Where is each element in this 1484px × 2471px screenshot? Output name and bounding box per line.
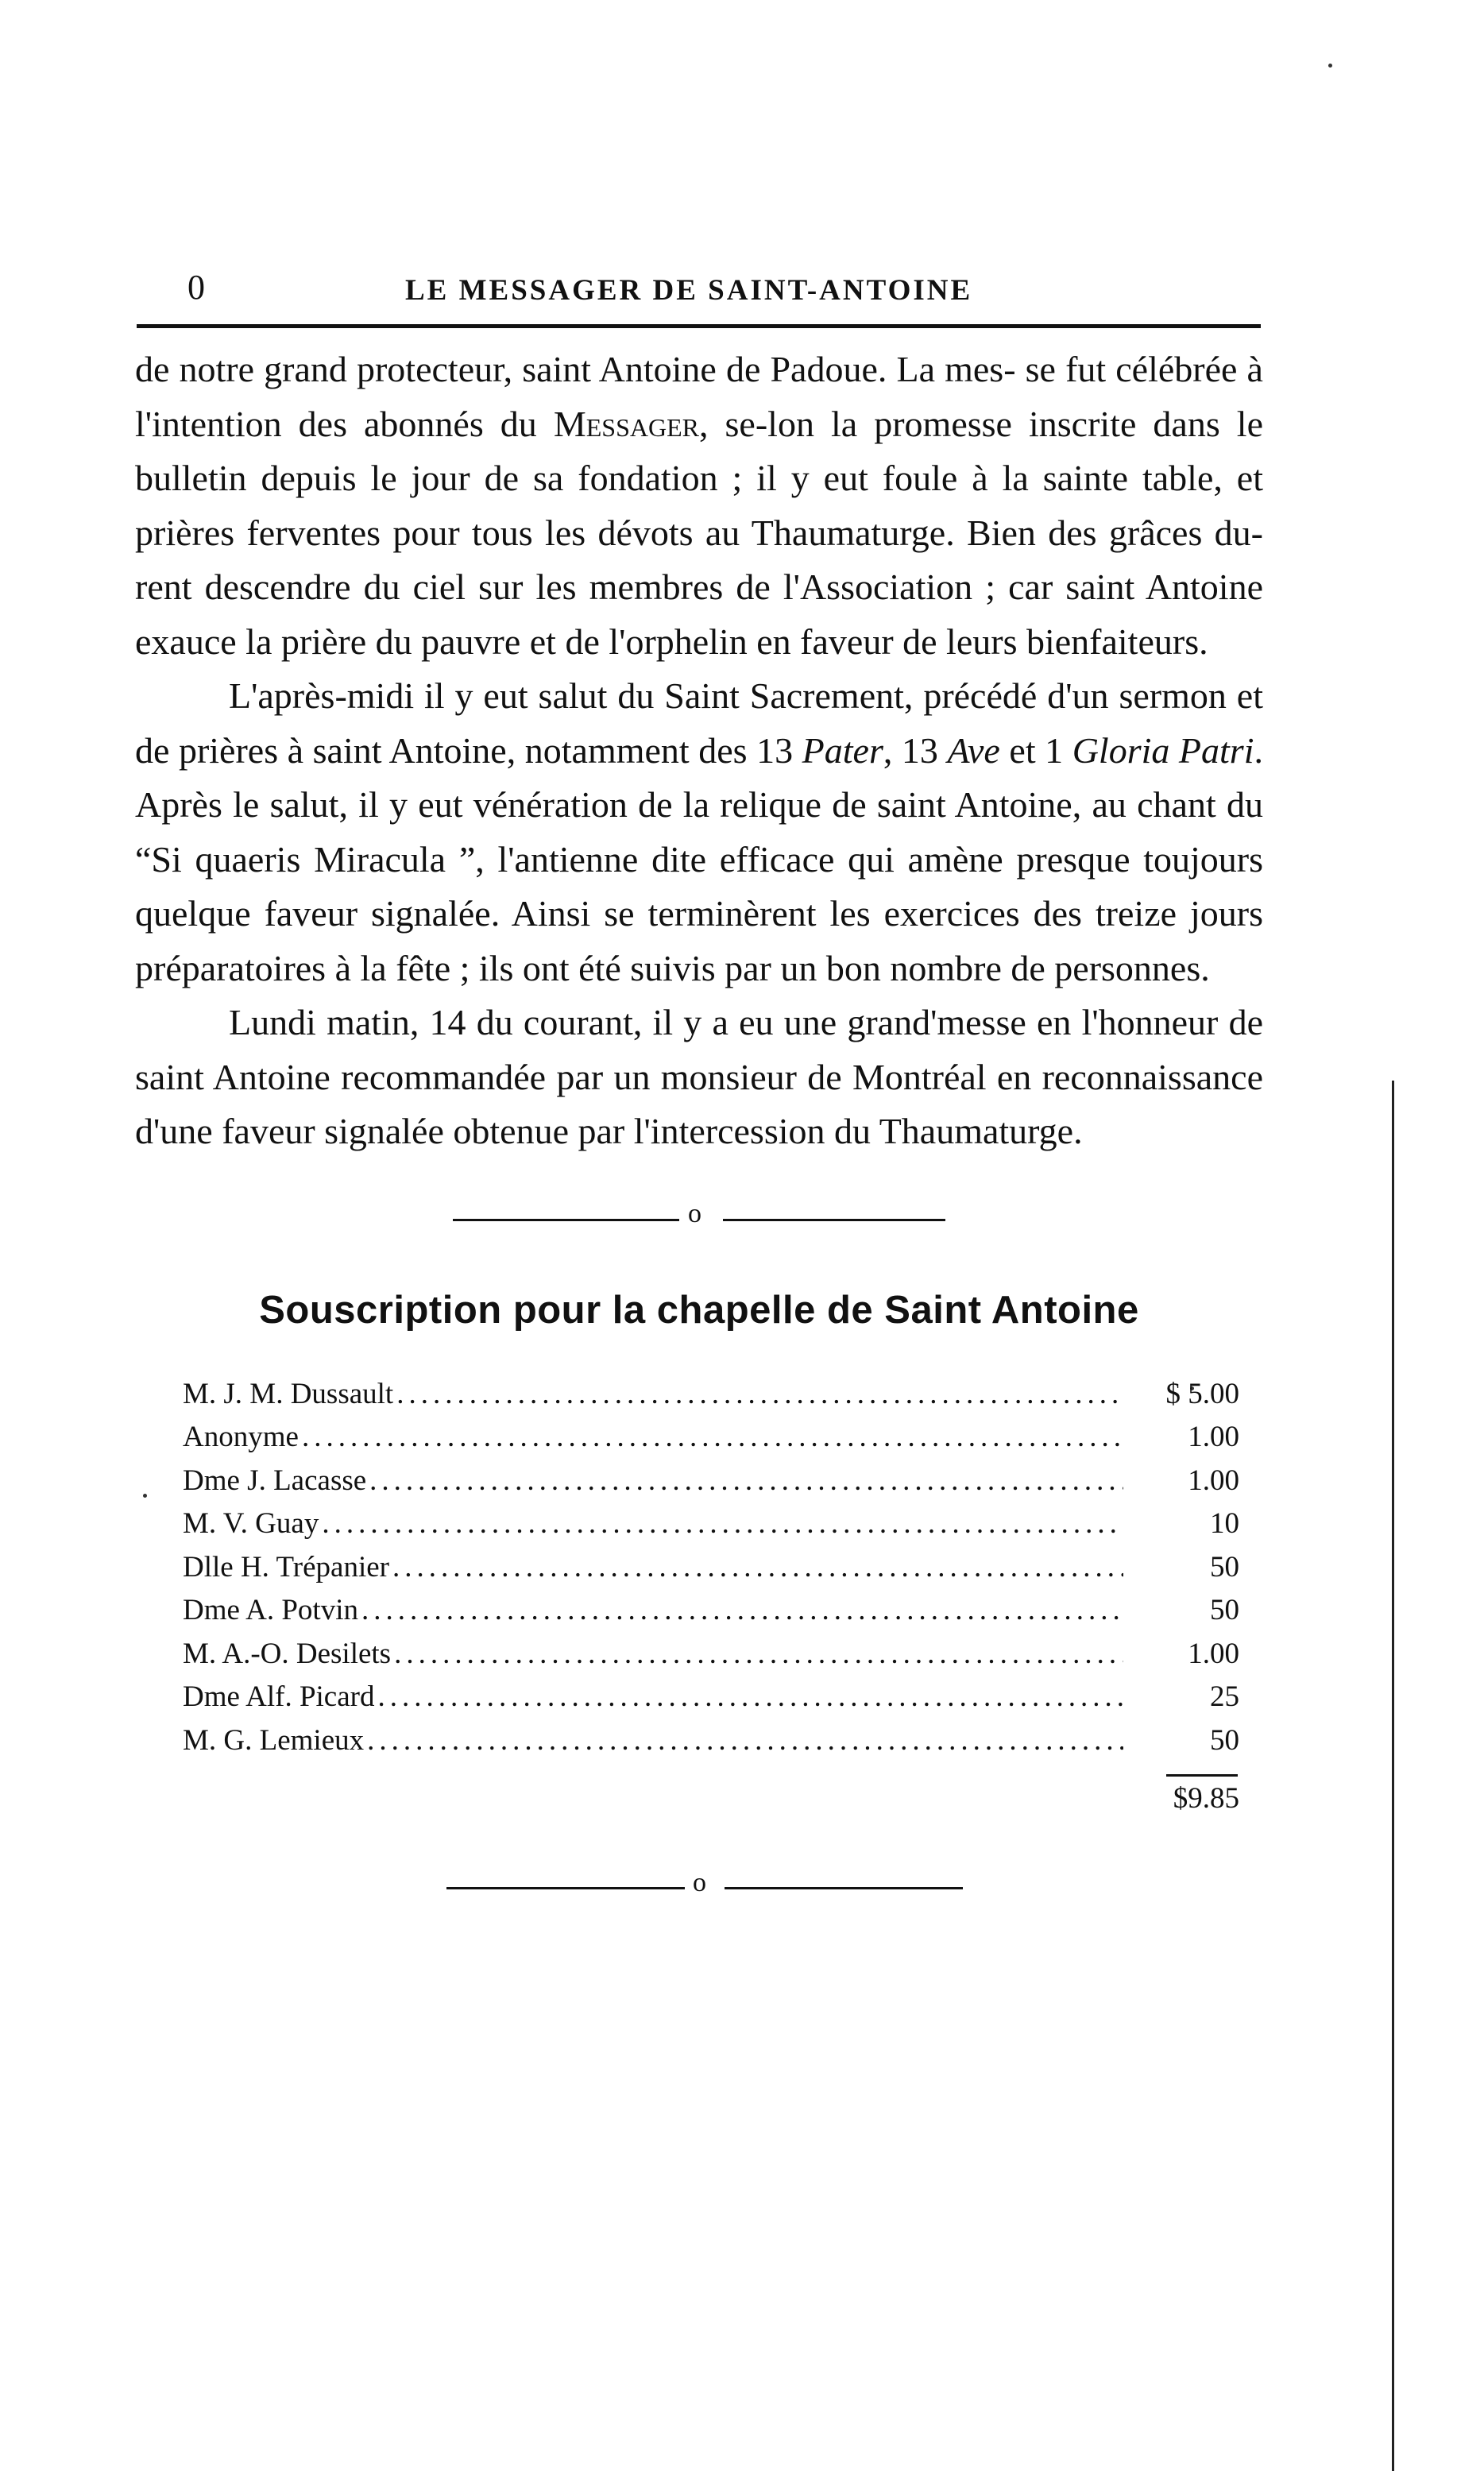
dot-leader [302, 1420, 1123, 1454]
donation-amount: 1.00 [1188, 1637, 1239, 1670]
list-item [183, 1420, 1239, 1464]
donor-name: M. V. Guay [183, 1507, 319, 1540]
total-amount: $9.85 [1173, 1782, 1239, 1815]
donor-name: Dlle H. Trépanier [183, 1550, 389, 1584]
latin-prayer: Gloria Patri [1072, 729, 1254, 771]
list-item [183, 1377, 1239, 1421]
separator-rule-right [723, 1219, 945, 1221]
donation-amount: 1.00 [1188, 1464, 1239, 1497]
dot-leader [392, 1550, 1123, 1584]
list-item [183, 1723, 1239, 1767]
donation-amount: 50 [1210, 1723, 1239, 1757]
dot-leader [394, 1637, 1123, 1671]
publication-name: Messager [553, 403, 699, 444]
donor-name: Dme Alf. Picard [183, 1680, 375, 1713]
end-separator [446, 1868, 963, 1903]
dot-leader [369, 1464, 1123, 1498]
donor-name: Dme A. Potvin [183, 1594, 358, 1626]
dot-leader [377, 1680, 1123, 1714]
latin-prayer: Ave [947, 729, 1000, 771]
donor-name: M. G. Lemieux [183, 1723, 365, 1757]
section-separator [453, 1198, 945, 1236]
donation-amount: 25 [1210, 1680, 1239, 1713]
subscription-total [1122, 1774, 1239, 1816]
dot-leader [396, 1377, 1123, 1411]
dot-leader [322, 1506, 1123, 1541]
dot-leader [361, 1593, 1123, 1627]
list-item [183, 1506, 1239, 1550]
total-rule [1166, 1774, 1238, 1777]
list-item [183, 1680, 1239, 1723]
donation-amount: 50 [1210, 1594, 1239, 1626]
donor-name: M. A.-O. Desilets [183, 1637, 392, 1670]
donor-name: Dme J. Lacasse [183, 1464, 367, 1497]
paragraph-3: Lundi matin, 14 du courant, il y a eu une grand'messe en l'honneur de saint Antoine recommandée par un monsieur de Montréal en reconnaissance d'une faveur signalée obtenue par l'intercession du Thaumaturge. [135, 1002, 1263, 1151]
scan-margin-line [1392, 1081, 1394, 2471]
header-rule [137, 324, 1261, 328]
list-item [183, 1593, 1239, 1637]
dot-leader [367, 1723, 1123, 1758]
scan-speck [1328, 64, 1332, 68]
separator-rule-left [446, 1887, 685, 1889]
page [135, 262, 1263, 1903]
donation-amount: 50 [1210, 1550, 1239, 1584]
donation-amount: 10 [1210, 1507, 1239, 1540]
running-title: LE MESSAGER DE SAINT-ANTOINE [405, 274, 973, 307]
donation-amount: 1.00 [1188, 1421, 1239, 1453]
donor-name: M. J. M. Dussault [183, 1377, 394, 1410]
list-item [183, 1550, 1239, 1594]
separator-ornament: o [688, 1198, 701, 1228]
paragraph-2: L'après-midi il y eut salut du Saint Sacrement, précédé d'un sermon et de prières à saint Antoine, notamment des 13 Pater, 13 Ave et 1 Gloria Patri. Après le salut, il y eut vénération de la relique de saint Antoine, au chant du “Si quaeris Miracula ”, l'antienne dite efficace qui amène presque toujours quelque faveur signalée. Ainsi se terminèrent les exercices des treize jours préparatoires à la fête ; ils ont été suivis par un bon nombre de personnes. [135, 675, 1263, 988]
list-item [183, 1637, 1239, 1680]
subscription-title: Souscription pour la chapelle de Saint Antoine [259, 1288, 1139, 1332]
paragraph-1: de notre grand protecteur, saint Antoine de Padoue. La mes- se fut célébrée à l'intention des abonnés du Messager, se-lon la promesse inscrite dans le bulletin depuis le jour de sa fondation ; il y eut foule à la sainte table, et prières ferventes pour tous les dévots au Thaumaturge. Bien des grâces du-rent descendre du ciel sur les membres de l'Association ; car saint Antoine exauce la prière du pauvre et de l'orphelin en faveur de leurs bienfaiteurs. [135, 349, 1263, 662]
latin-prayer: Pater [802, 729, 883, 771]
separator-rule-left [453, 1219, 679, 1221]
separator-ornament: o [693, 1868, 706, 1897]
running-head [135, 262, 1263, 318]
article-body [135, 342, 1263, 1159]
list-item [183, 1464, 1239, 1507]
subscription-list [183, 1377, 1239, 1767]
separator-rule-right [725, 1887, 963, 1889]
donor-name: Anonyme [183, 1421, 299, 1453]
donation-amount: $ 5.00 [1165, 1377, 1239, 1410]
page-number: 0 [187, 268, 207, 307]
